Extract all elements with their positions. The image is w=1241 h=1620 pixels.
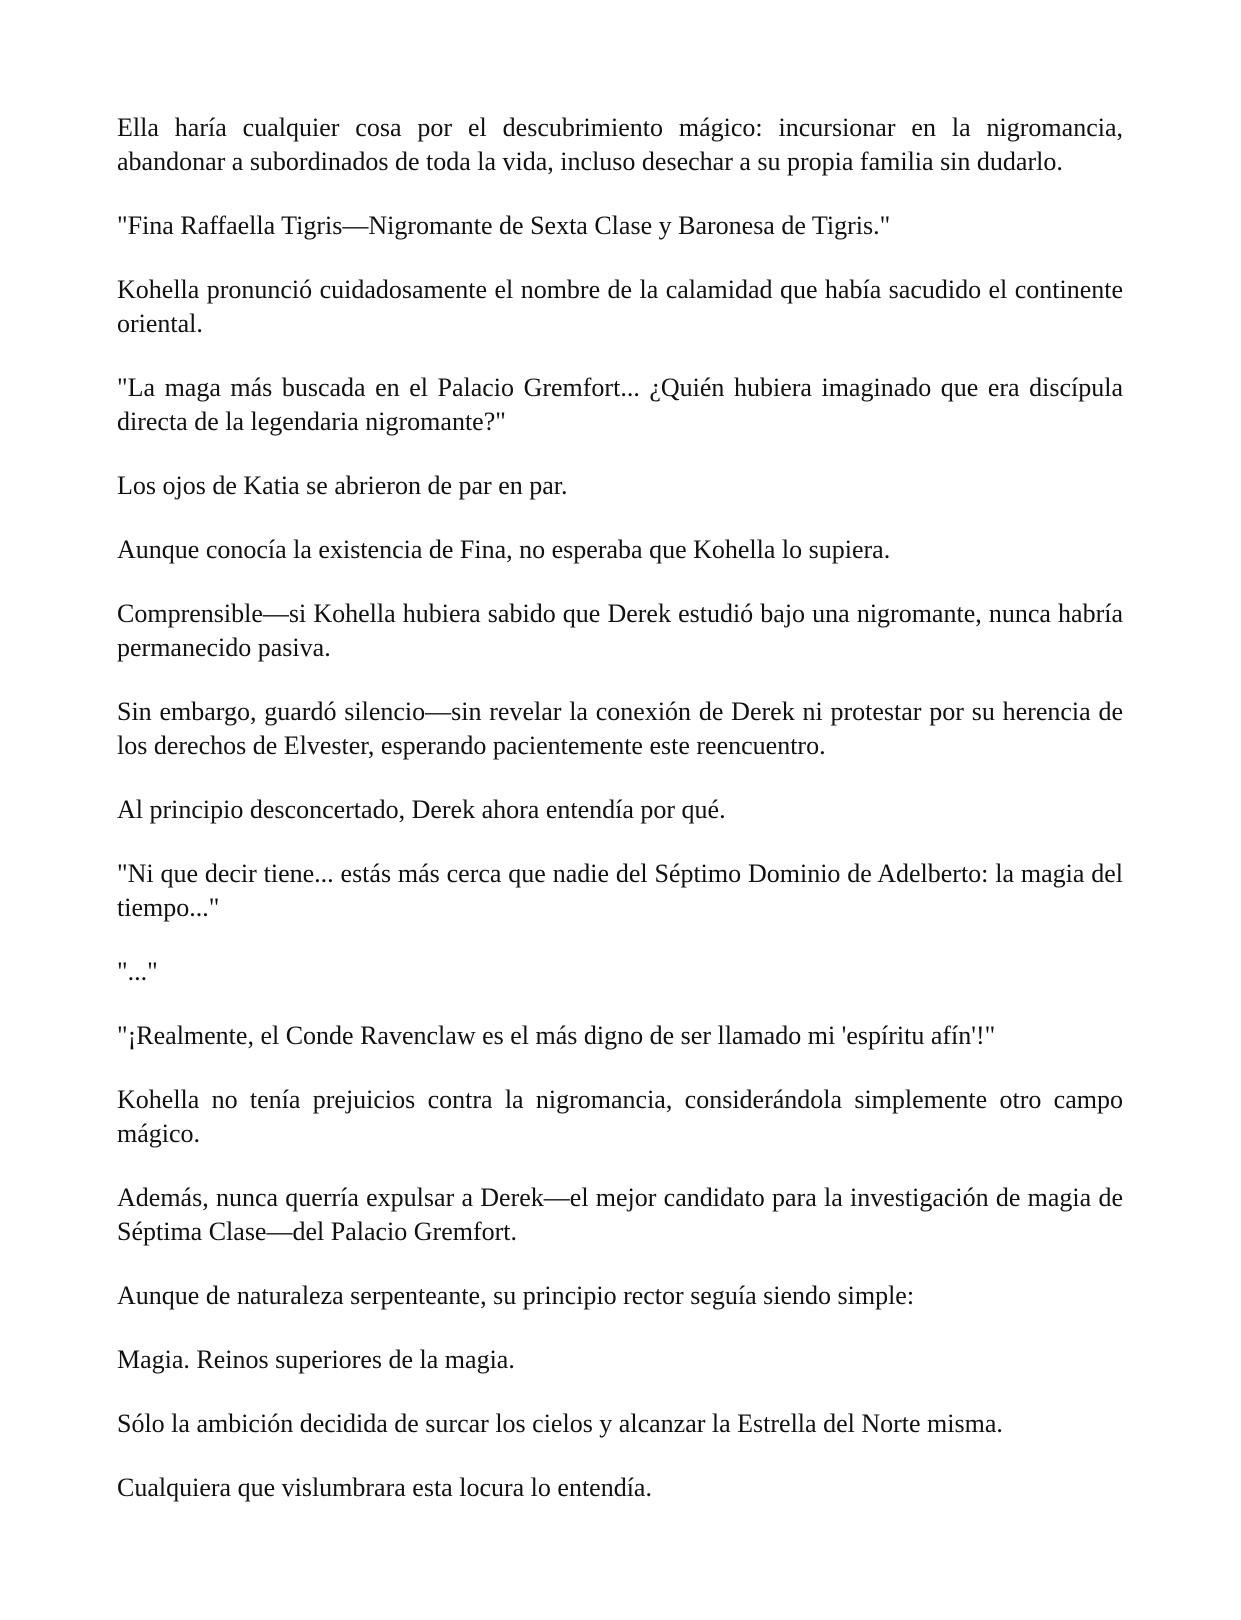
paragraph: "¡Realmente, el Conde Ravenclaw es el más digno de ser llamado mi 'espíritu afín'!" bbox=[117, 1021, 996, 1050]
paragraph: Ella haría cualquier cosa por el descubrimiento mágico: incursionar en la nigromancia, abandonar a subordinados de toda la vida, incluso desechar a su propia familia sin dudarlo. bbox=[117, 113, 1123, 176]
paragraph: "..." bbox=[117, 957, 158, 986]
paragraph: Kohella no tenía prejuicios contra la nigromancia, considerándola simplemente otro campo mágico. bbox=[117, 1085, 1123, 1148]
paragraph: "Ni que decir tiene... estás más cerca que nadie del Séptimo Dominio de Adelberto: la magia del tiempo..." bbox=[117, 859, 1123, 922]
paragraph: Cualquiera que vislumbrara esta locura lo entendía. bbox=[117, 1473, 652, 1502]
paragraph: Comprensible—si Kohella hubiera sabido que Derek estudió bajo una nigromante, nunca habría permanecido pasiva. bbox=[117, 599, 1123, 662]
paragraph: "Fina Raffaella Tigris—Nigromante de Sexta Clase y Baronesa de Tigris." bbox=[117, 211, 891, 240]
paragraph: Además, nunca querría expulsar a Derek—el mejor candidato para la investigación de magia de Séptima Clase—del Palacio Gremfort. bbox=[117, 1183, 1123, 1246]
paragraph: Aunque conocía la existencia de Fina, no esperaba que Kohella lo supiera. bbox=[117, 535, 891, 564]
paragraph: "La maga más buscada en el Palacio Gremfort... ¿Quién hubiera imaginado que era discípula directa de la legendaria nigromante?" bbox=[117, 373, 1123, 436]
paragraph: Magia. Reinos superiores de la magia. bbox=[117, 1345, 515, 1374]
paragraph: Los ojos de Katia se abrieron de par en par. bbox=[117, 471, 568, 500]
paragraph: Sin embargo, guardó silencio—sin revelar la conexión de Derek ni protestar por su herencia de los derechos de Elvester, esperando pacientemente este reencuentro. bbox=[117, 697, 1123, 760]
paragraph: Al principio desconcertado, Derek ahora entendía por qué. bbox=[117, 795, 726, 824]
paragraph: Sólo la ambición decidida de surcar los cielos y alcanzar la Estrella del Norte misma. bbox=[117, 1409, 1003, 1438]
document-body bbox=[117, 111, 1123, 1505]
paragraph: Aunque de naturaleza serpenteante, su principio rector seguía siendo simple: bbox=[117, 1281, 915, 1310]
paragraph: Kohella pronunció cuidadosamente el nombre de la calamidad que había sacudido el continente oriental. bbox=[117, 275, 1123, 338]
